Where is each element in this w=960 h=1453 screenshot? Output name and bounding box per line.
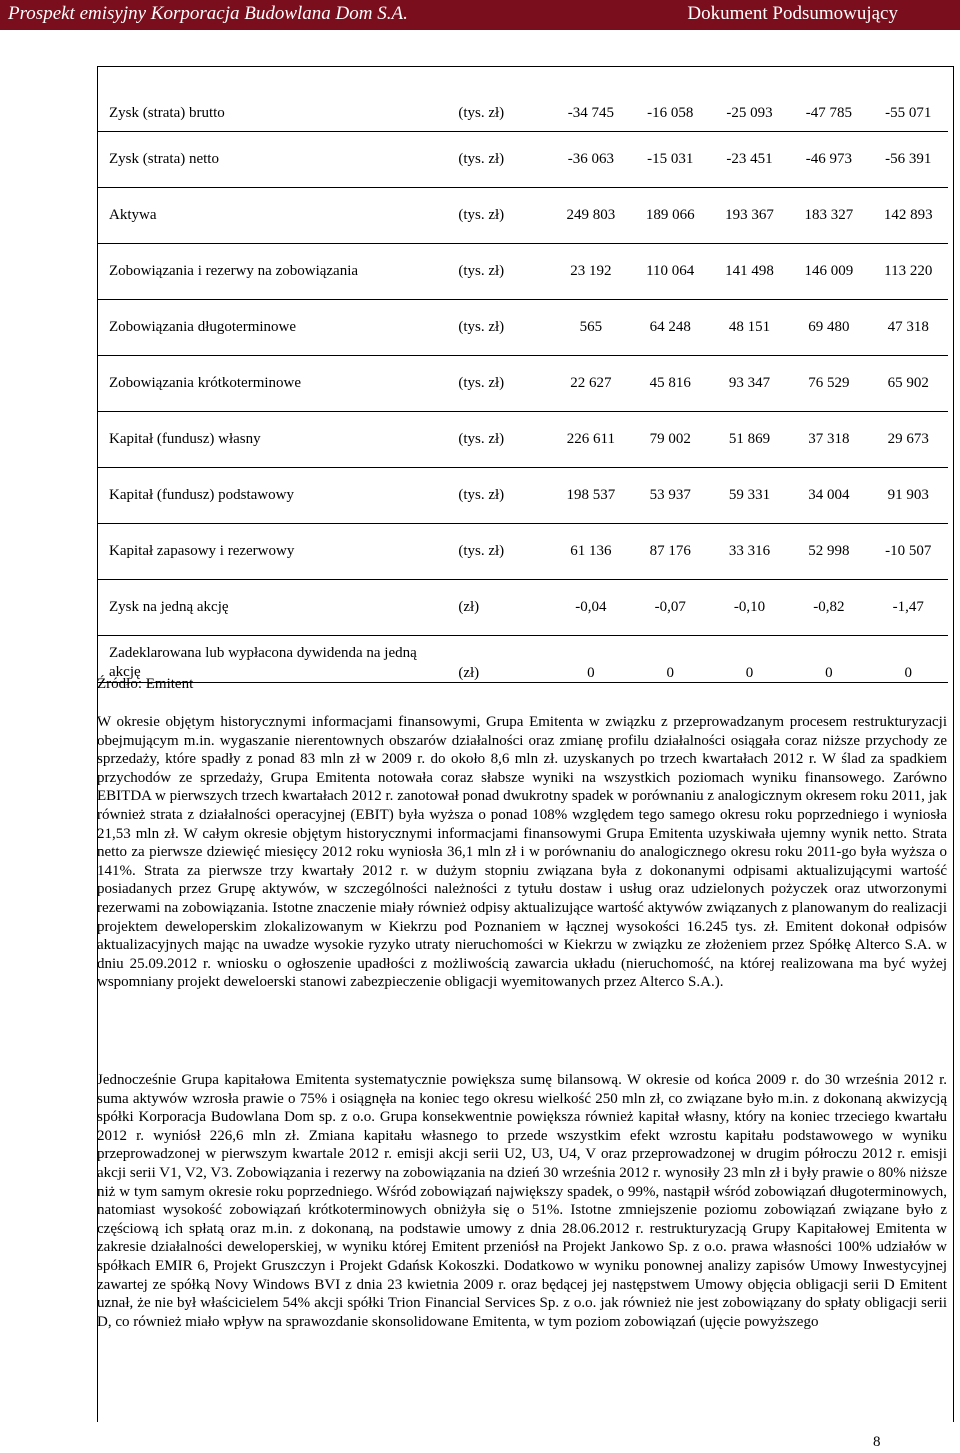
row-value: 146 009 (789, 244, 868, 300)
source-note: Źródło: Emitent (97, 676, 194, 692)
row-unit: (tys. zł) (428, 356, 551, 412)
row-value: -23 451 (710, 132, 789, 188)
row-label: Zysk (strata) brutto (98, 95, 428, 132)
row-value: 45 816 (631, 356, 710, 412)
document-header (0, 0, 960, 30)
row-value: 226 611 (551, 412, 630, 468)
row-value: 113 220 (869, 244, 948, 300)
table-row (98, 300, 948, 356)
row-label: Aktywa (98, 188, 428, 244)
row-value: -15 031 (631, 132, 710, 188)
row-value: 23 192 (551, 244, 630, 300)
table-row (98, 524, 948, 580)
row-value: 0 (631, 636, 710, 683)
row-unit: (tys. zł) (428, 95, 551, 132)
row-label: Kapitał zapasowy i rezerwowy (98, 524, 428, 580)
row-label: Zysk na jedną akcję (98, 580, 428, 636)
row-value: 52 998 (789, 524, 868, 580)
row-value: 249 803 (551, 188, 630, 244)
header-doc-type: Dokument Podsumowujący (687, 3, 898, 24)
row-value: 565 (551, 300, 630, 356)
table-row (98, 244, 948, 300)
row-value: -0,82 (789, 580, 868, 636)
row-value: 0 (789, 636, 868, 683)
row-unit: (tys. zł) (428, 524, 551, 580)
row-value: -47 785 (789, 95, 868, 132)
table-row (98, 412, 948, 468)
row-value: 141 498 (710, 244, 789, 300)
row-value: 0 (710, 636, 789, 683)
row-value: 37 318 (789, 412, 868, 468)
row-value: 33 316 (710, 524, 789, 580)
page-number: 8 (873, 1434, 881, 1450)
row-value: 22 627 (551, 356, 630, 412)
row-label: Zobowiązania krótkoterminowe (98, 356, 428, 412)
row-label: Zadeklarowana lub wypłacona dywidenda na jedną akcję (98, 636, 428, 683)
row-unit: (tys. zł) (428, 468, 551, 524)
row-value: 87 176 (631, 524, 710, 580)
row-value: 110 064 (631, 244, 710, 300)
row-unit: (tys. zł) (428, 132, 551, 188)
row-value: 0 (869, 636, 948, 683)
header-title: Prospekt emisyjny Korporacja Budowlana Dom S.A. (8, 3, 408, 24)
row-value: 51 869 (710, 412, 789, 468)
row-value: 34 004 (789, 468, 868, 524)
row-value: 79 002 (631, 412, 710, 468)
table-row (98, 580, 948, 636)
row-label: Kapitał (fundusz) własny (98, 412, 428, 468)
row-label: Zobowiązania i rezerwy na zobowiązania (98, 244, 428, 300)
table-row (98, 132, 948, 188)
row-value: 0 (551, 636, 630, 683)
row-value: -0,07 (631, 580, 710, 636)
row-value: -10 507 (869, 524, 948, 580)
row-label: Kapitał (fundusz) podstawowy (98, 468, 428, 524)
row-value: 48 151 (710, 300, 789, 356)
row-unit: (tys. zł) (428, 244, 551, 300)
row-value: 76 529 (789, 356, 868, 412)
row-value: 59 331 (710, 468, 789, 524)
row-value: -16 058 (631, 95, 710, 132)
row-value: -0,10 (710, 580, 789, 636)
table-row (98, 95, 948, 132)
row-value: 93 347 (710, 356, 789, 412)
row-value: 47 318 (869, 300, 948, 356)
row-unit: (zł) (428, 580, 551, 636)
row-value: 29 673 (869, 412, 948, 468)
table-row (98, 468, 948, 524)
financial-data-table (98, 95, 948, 683)
row-value: -0,04 (551, 580, 630, 636)
row-value: 189 066 (631, 188, 710, 244)
paragraph-2: Jednocześnie Grupa kapitałowa Emitenta systematycznie powiększa sumę bilansową. W okresie od końca 2009 r. do 30 września 2012 r. suma aktywów wzrosła prawie o 75% i osiągnęła na koniec tego okresu wielkość 250 mln zł, co związane było m.in. z dokonaną akwizycją spółki Korporacja Budowlana Dom sp. z o.o. Grupa konsekwentnie powiększa również kapitał własny, który na koniec trzeciego kwartału 2012 r. wyniósł 226,6 mln zł. Zmiana kapitału własnego to przede wszystkim efekt wzrostu kapitału podstawowego w wyniku przeprowadzonej w pierwszym kwartale 2012 r. emisji akcji serii U2, U3, U4, V oraz przeprowadzonej w drugim półroczu 2012 r. emisji akcji serii V1, V2, V3. Zobowiązania i rezerwy na zobowiązania na dzień 30 września 2012 r. wynosiły 23 mln zł i były prawie o 80% niższe niż w tym samym okresie roku poprzedniego. Wśród zobowiązań największy spadek, o 99%, nastąpił wśród zobowiązań długoterminowych, natomiast wysokość zobowiązań krótkoterminowych obniżyła się o 51%. Istotne zmniejszenie poziomu zobowiązań związane było z częściową ich spłatą oraz m.in. z dokonaną, na podstawie umowy z dnia 28.06.2012 r. restrukturyzacją Grupy Kapitałowej Emitenta w zakresie działalności deweloperskiej, w wyniku której Emitent przeniósł na Projekt Jankowo Sp. z o.o. prawa własności 100% udziałów w spółkach EMIR 6, Projekt Gruszczyn i Projekt Gdańsk Kokoszki. Dodatkowo w wyniku ponownej analizy zapisów Umowy Inwestycyjnej zawartej ze spółką Novy Windows BVI z dnia 23 kwietnia 2009 r. oraz będącej jej następstwem Umowy objęcia obligacji serii D Emitent uznał, że nie był właścicielem 54% akcji spółki Trion Financial Services Sp. z o.o. jak również nie jest zobowiązany do spłaty obligacji serii D, co również miało wpływ na sprawozdanie skonsolidowane Emitenta, w tym poziom zobowiązań (ujęcie powyższego (97, 1072, 947, 1330)
row-unit: (zł) (428, 636, 551, 683)
row-value: -55 071 (869, 95, 948, 132)
row-value: 61 136 (551, 524, 630, 580)
row-value: -1,47 (869, 580, 948, 636)
row-value: 64 248 (631, 300, 710, 356)
row-value: -25 093 (710, 95, 789, 132)
row-value: 53 937 (631, 468, 710, 524)
table-row (98, 636, 948, 683)
paragraph-1: W okresie objętym historycznymi informacjami finansowymi, Grupa Emitenta w związku z przeprowadzanym procesem restrukturyzacji obejmującym m.in. wygaszanie nierentownych obszarów działalności oraz zmianę profilu działalności osiągała coraz niższe przychody ze sprzedaży, które spadły z ponad 83 mln zł w 2009 r. do około 8,6 mln zł. uzyskanych po trzech kwartałach 2012 r. W ślad za spadkiem przychodów ze sprzedaży, Grupa Emitenta notowała coraz słabsze wyniki na wszystkich poziomach wyniku finansowego. Zarówno EBITDA w pierwszych trzech kwartałach 2012 r. zanotował ponad dwukrotny spadek w porównaniu z analogicznym okresem roku 2011, jak również strata z działalności operacyjnej (EBIT) była wyższa o ponad 108% względem tego samego okresu roku poprzedniego i wyniosła 21,53 mln zł. W całym okresie objętym historycznymi informacjami finansowymi Grupa Emitenta uzyskiwała ujemny wynik netto. Strata netto za pierwsze dziewięć miesięcy 2012 roku wyniosła 36,1 mln zł i w porównaniu do analogicznego okresu roku 2011-go była wyższa o 141%. Strata za pierwsze trzy kwartały 2012 r. w dużym stopniu związana była z dokonanymi odpisami aktualizującymi wartość posiadanych przez Grupę aktywów, w szczególności należności z tytułu dostaw i usług oraz udzielonych pożyczek oraz utworzonymi rezerwami na zobowiązania. Istotne znaczenie miały również odpisy aktualizujące wartość aktywów związanych z planowanym do realizacji projektem deweloperskim zlokalizowanym w Kiekrzu pod Poznaniem w łącznej wysokości 16.245 tys. zł. Emitent dokonał odpisów aktualizacyjnych mając na uwadze wysokie ryzyko utraty nieruchomości w Kiekrzu w związku ze złożeniem przez Spółkę Alterco S.A. w dniu 25.09.2012 r. wniosku o ogłoszenie upadłości z możliwością zawarcia układu (nieruchomość, na której realizowana ma być wyżej wspomniany projekt deweloerski stanowi zabezpieczenie obligacji wyemitowanych przez Alterco S.A.). (97, 714, 947, 991)
row-label: Zobowiązania długoterminowe (98, 300, 428, 356)
row-value: 142 893 (869, 188, 948, 244)
row-value: -34 745 (551, 95, 630, 132)
table-row (98, 188, 948, 244)
row-value: 91 903 (869, 468, 948, 524)
row-unit: (tys. zł) (428, 188, 551, 244)
table-row (98, 356, 948, 412)
row-value: -46 973 (789, 132, 868, 188)
row-unit: (tys. zł) (428, 300, 551, 356)
row-value: -56 391 (869, 132, 948, 188)
row-value: -36 063 (551, 132, 630, 188)
row-value: 183 327 (789, 188, 868, 244)
row-value: 193 367 (710, 188, 789, 244)
row-value: 65 902 (869, 356, 948, 412)
row-label: Zysk (strata) netto (98, 132, 428, 188)
row-value: 69 480 (789, 300, 868, 356)
row-unit: (tys. zł) (428, 412, 551, 468)
row-value: 198 537 (551, 468, 630, 524)
